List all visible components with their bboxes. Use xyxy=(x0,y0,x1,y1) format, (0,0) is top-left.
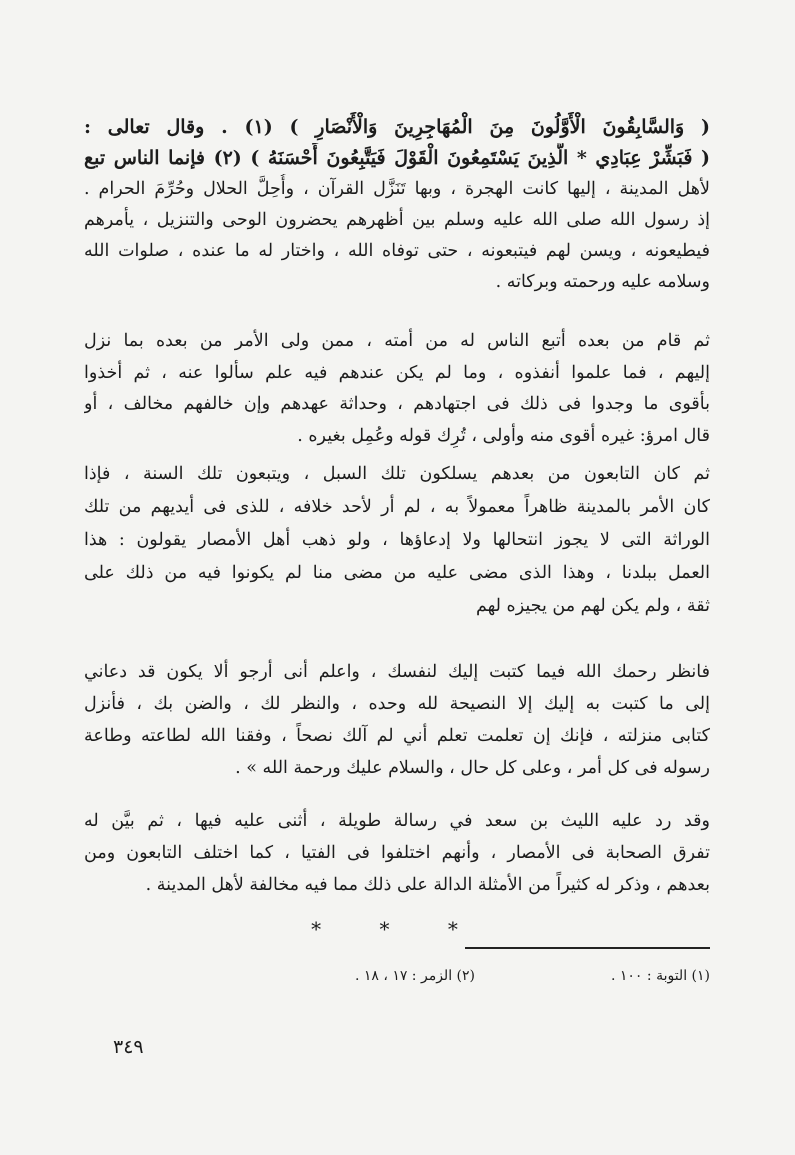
text-line: ( وَالسَّابِقُونَ الْأَوَّلُونَ مِنَ الْمُهَاجِرِينَ وَالْأَنْصَارِ ) (١) . وقال تعالى : xyxy=(84,116,710,138)
text-line: إذ رسول الله صلى الله عليه وسلم بين أظهرهم يحضرون الوحى والتنزيل ، يأمرهم xyxy=(84,210,710,230)
text-line: كان الأمر بالمدينة ظاهراً معمولاً به ، لم أر لأحد خلافه ، للذى فى أيديهم من تلك xyxy=(84,497,710,517)
footnote-divider xyxy=(465,947,710,949)
text-line: رسوله فى كل أمر ، وعلى كل حال ، والسلام عليك ورحمة الله » . xyxy=(235,758,710,778)
text-line: ثم كان التابعون من بعدهم يسلكون تلك السبل ، ويتبعون تلك السنة ، فإذا xyxy=(84,464,710,484)
page-number: ٣٤٩ xyxy=(113,1036,144,1058)
text-line: وسلامه عليه ورحمته وبركاته . xyxy=(495,272,710,292)
footnote-1: (١) التوبة : ١٠٠ . xyxy=(610,968,710,984)
paragraph-3 xyxy=(84,458,710,623)
footnote-2: (٢) الزمر : ١٧ ، ١٨ . xyxy=(354,968,475,984)
paragraph-4 xyxy=(84,656,710,784)
text-line: ( فَبَشِّرْ عِبَادِي * الَّذِينَ يَسْتَمِعُونَ الْقَوْلَ فَيَتَّبِعُونَ أَحْسَنَهُ ) (٢) فإنما الناس تبع xyxy=(84,147,710,169)
text-line: ثقة ، ولم يكن لهم من يجيزه لهم xyxy=(475,596,710,616)
text-line: إليهم ، فما علموا أنفذوه ، وما لم يكن عندهم فيه علم سألوا عنه ، ثم أخذوا xyxy=(84,362,710,383)
text-line: ثم قام من بعده أتبع الناس له من أمته ، ممن ولى الأمر من بعده بما نزل xyxy=(84,331,710,351)
text-line: إلى ما كتبت به إليك إلا النصيحة لله وحده ، والنظر لك ، والضن بك ، فأنزل xyxy=(84,694,710,714)
paragraph-5 xyxy=(84,805,710,901)
text-line: تفرق الصحابة فى الأمصار ، وأنهم اختلفوا فى الفتيا ، كما اختلف التابعون ومن xyxy=(84,843,710,863)
footnotes xyxy=(84,968,710,992)
text-line: كتابى منزلته ، فإنك إن تعلمت تعلم أني لم آلك نصحاً ، وفقنا الله لطاعته وطاعة xyxy=(84,726,710,746)
paragraph-2 xyxy=(84,326,710,452)
paragraph-1 xyxy=(84,112,710,298)
text-line: فيطيعونه ، ويسن لهم فيتبعونه ، حتى توفاه الله ، واختار له ما عنده ، صلوات الله xyxy=(84,241,710,261)
text-line: بأقوى ما وجدوا فى ذلك فى اجتهادهم ، وحداثة عهدهم وإن خالفهم مخالف ، أو xyxy=(84,394,710,414)
text-line: وقد رد عليه الليث بن سعد في رسالة طويلة ، أثنى عليه فيها ، ثم بيَّن له xyxy=(84,811,710,831)
text-line: بعدهم ، وذكر له كثيراً من الأمثلة الدالة على ذلك مما فيه مخالفة لأهل المدينة . xyxy=(145,875,710,895)
text-line: فانظر رحمك الله فيما كتبت إليك لنفسك ، واعلم أنى أرجو ألا يكون قد دعاني xyxy=(84,662,710,682)
section-separator: * * * xyxy=(311,917,484,941)
text-line: الوراثة التى لا يجوز انتحالها ولا إدعاؤها ، ولو ذهب أهل الأمصار يقولون : هذا xyxy=(84,530,710,550)
text-line: قال امرؤ: غيره أقوى منه وأولى ، تُرِك قوله وعُمِل بغيره . xyxy=(297,425,710,446)
text-line: العمل ببلدنا ، وهذا الذى مضى عليه من مضى منا لم يكونوا فيه من ذلك على xyxy=(84,563,710,583)
text-line: لأهل المدينة ، إليها كانت الهجرة ، وبها تَنَزَّل القرآن ، وأُحِلَّ الحلال وحُرِّمَ الحرام . xyxy=(84,179,710,199)
